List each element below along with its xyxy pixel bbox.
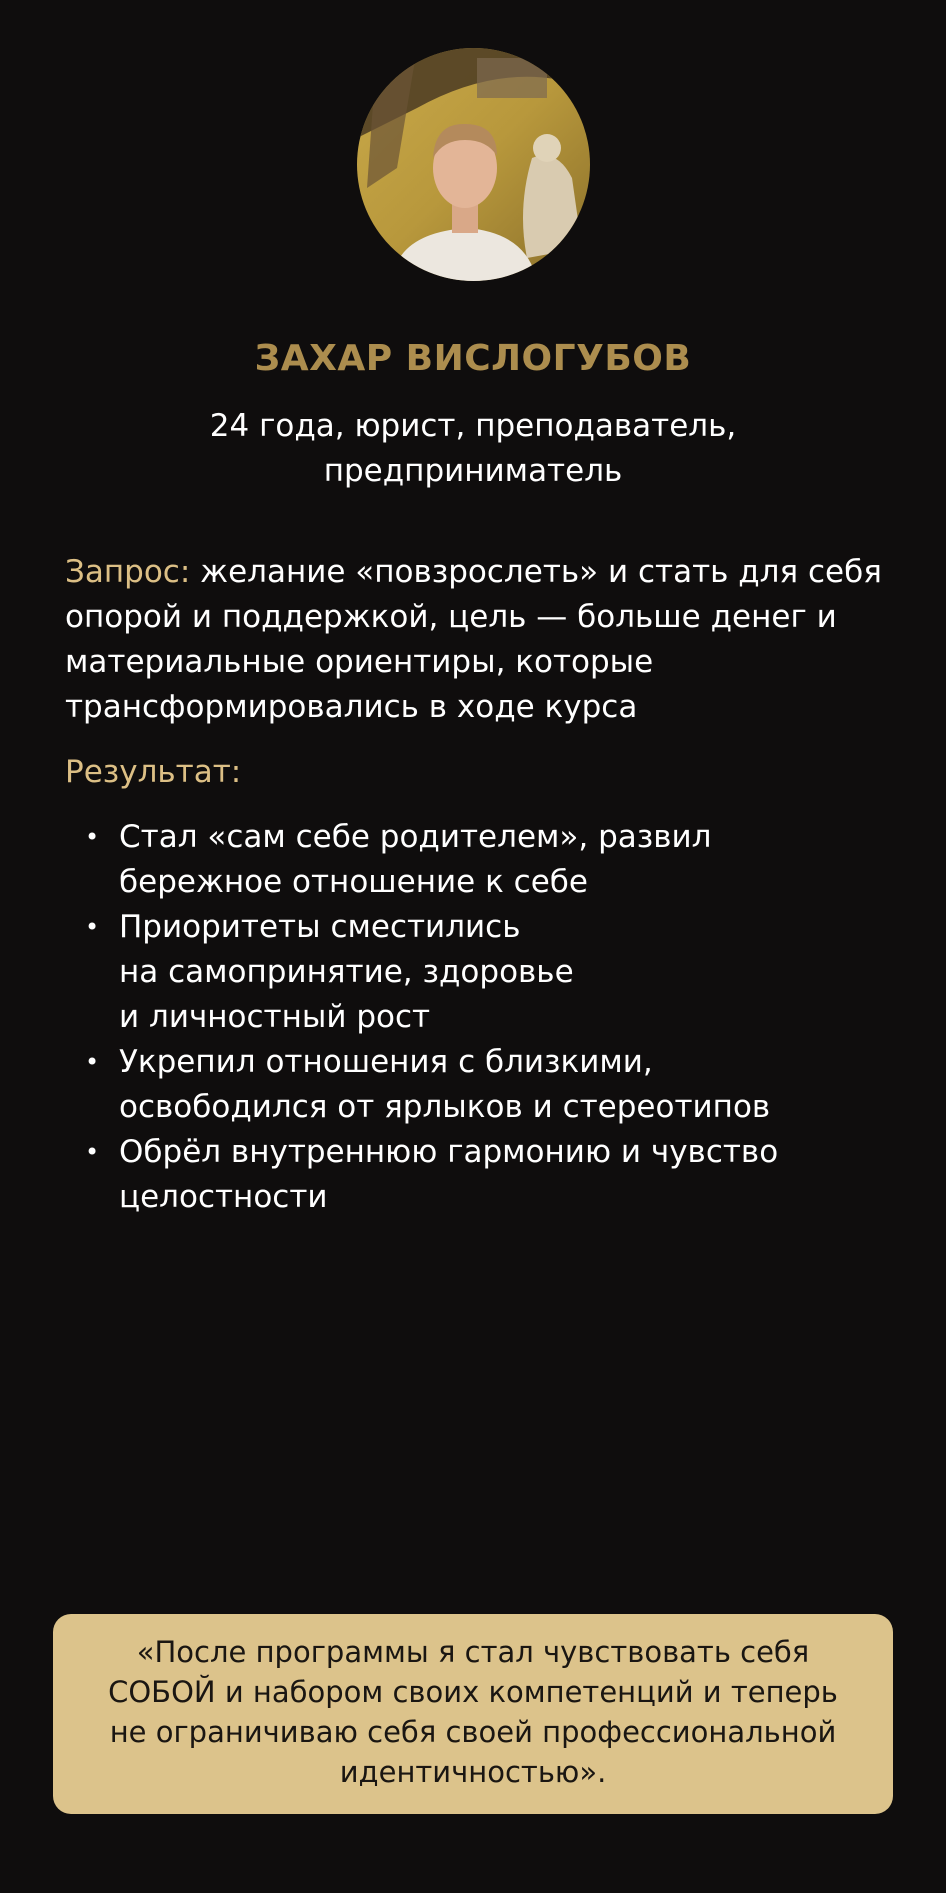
avatar — [357, 48, 590, 281]
person-name: ЗАХАР ВИСЛОГУБОВ — [254, 338, 692, 379]
quote-card — [53, 1614, 893, 1814]
list-item — [65, 1130, 910, 1220]
list-item — [65, 1040, 910, 1130]
list-item-text: Укрепил отношения с близкими, освободился от ярлыков и стереотипов — [119, 1044, 771, 1125]
person-subtitle — [150, 404, 796, 494]
bullet-icon: • — [85, 1048, 100, 1076]
subtitle-line: предприниматель — [323, 453, 623, 489]
quote-text: «После программы я стал чувствовать себя СОБОЙ и набором своих компетенций и теперь не ограничиваю себя своей профессиональной идентичностью». — [108, 1635, 838, 1789]
result-list — [65, 815, 910, 1220]
list-item — [65, 905, 910, 1040]
subtitle-line: 24 года, юрист, преподаватель, — [209, 408, 737, 444]
bullet-icon: • — [85, 1138, 100, 1166]
request-label: Запрос: — [65, 554, 191, 590]
list-item-text: Приоритеты сместились на самопринятие, здоровье и личностный рост — [119, 909, 574, 1035]
request-text: желание «повзрослеть» и стать для себя опорой и поддержкой, цель — больше денег и материальные ориентиры, которые трансформировались в ходе курса — [65, 554, 882, 725]
list-item — [65, 815, 910, 905]
bullet-icon: • — [85, 913, 100, 941]
list-item-text: Стал «сам себе родителем», развил бережное отношение к себе — [119, 819, 712, 900]
list-item-text: Обрёл внутреннюю гармонию и чувство целостности — [119, 1134, 779, 1215]
portrait-photo — [357, 48, 590, 281]
bullet-icon: • — [85, 823, 100, 851]
result-label: Результат: — [65, 754, 242, 790]
request-paragraph — [65, 550, 905, 730]
